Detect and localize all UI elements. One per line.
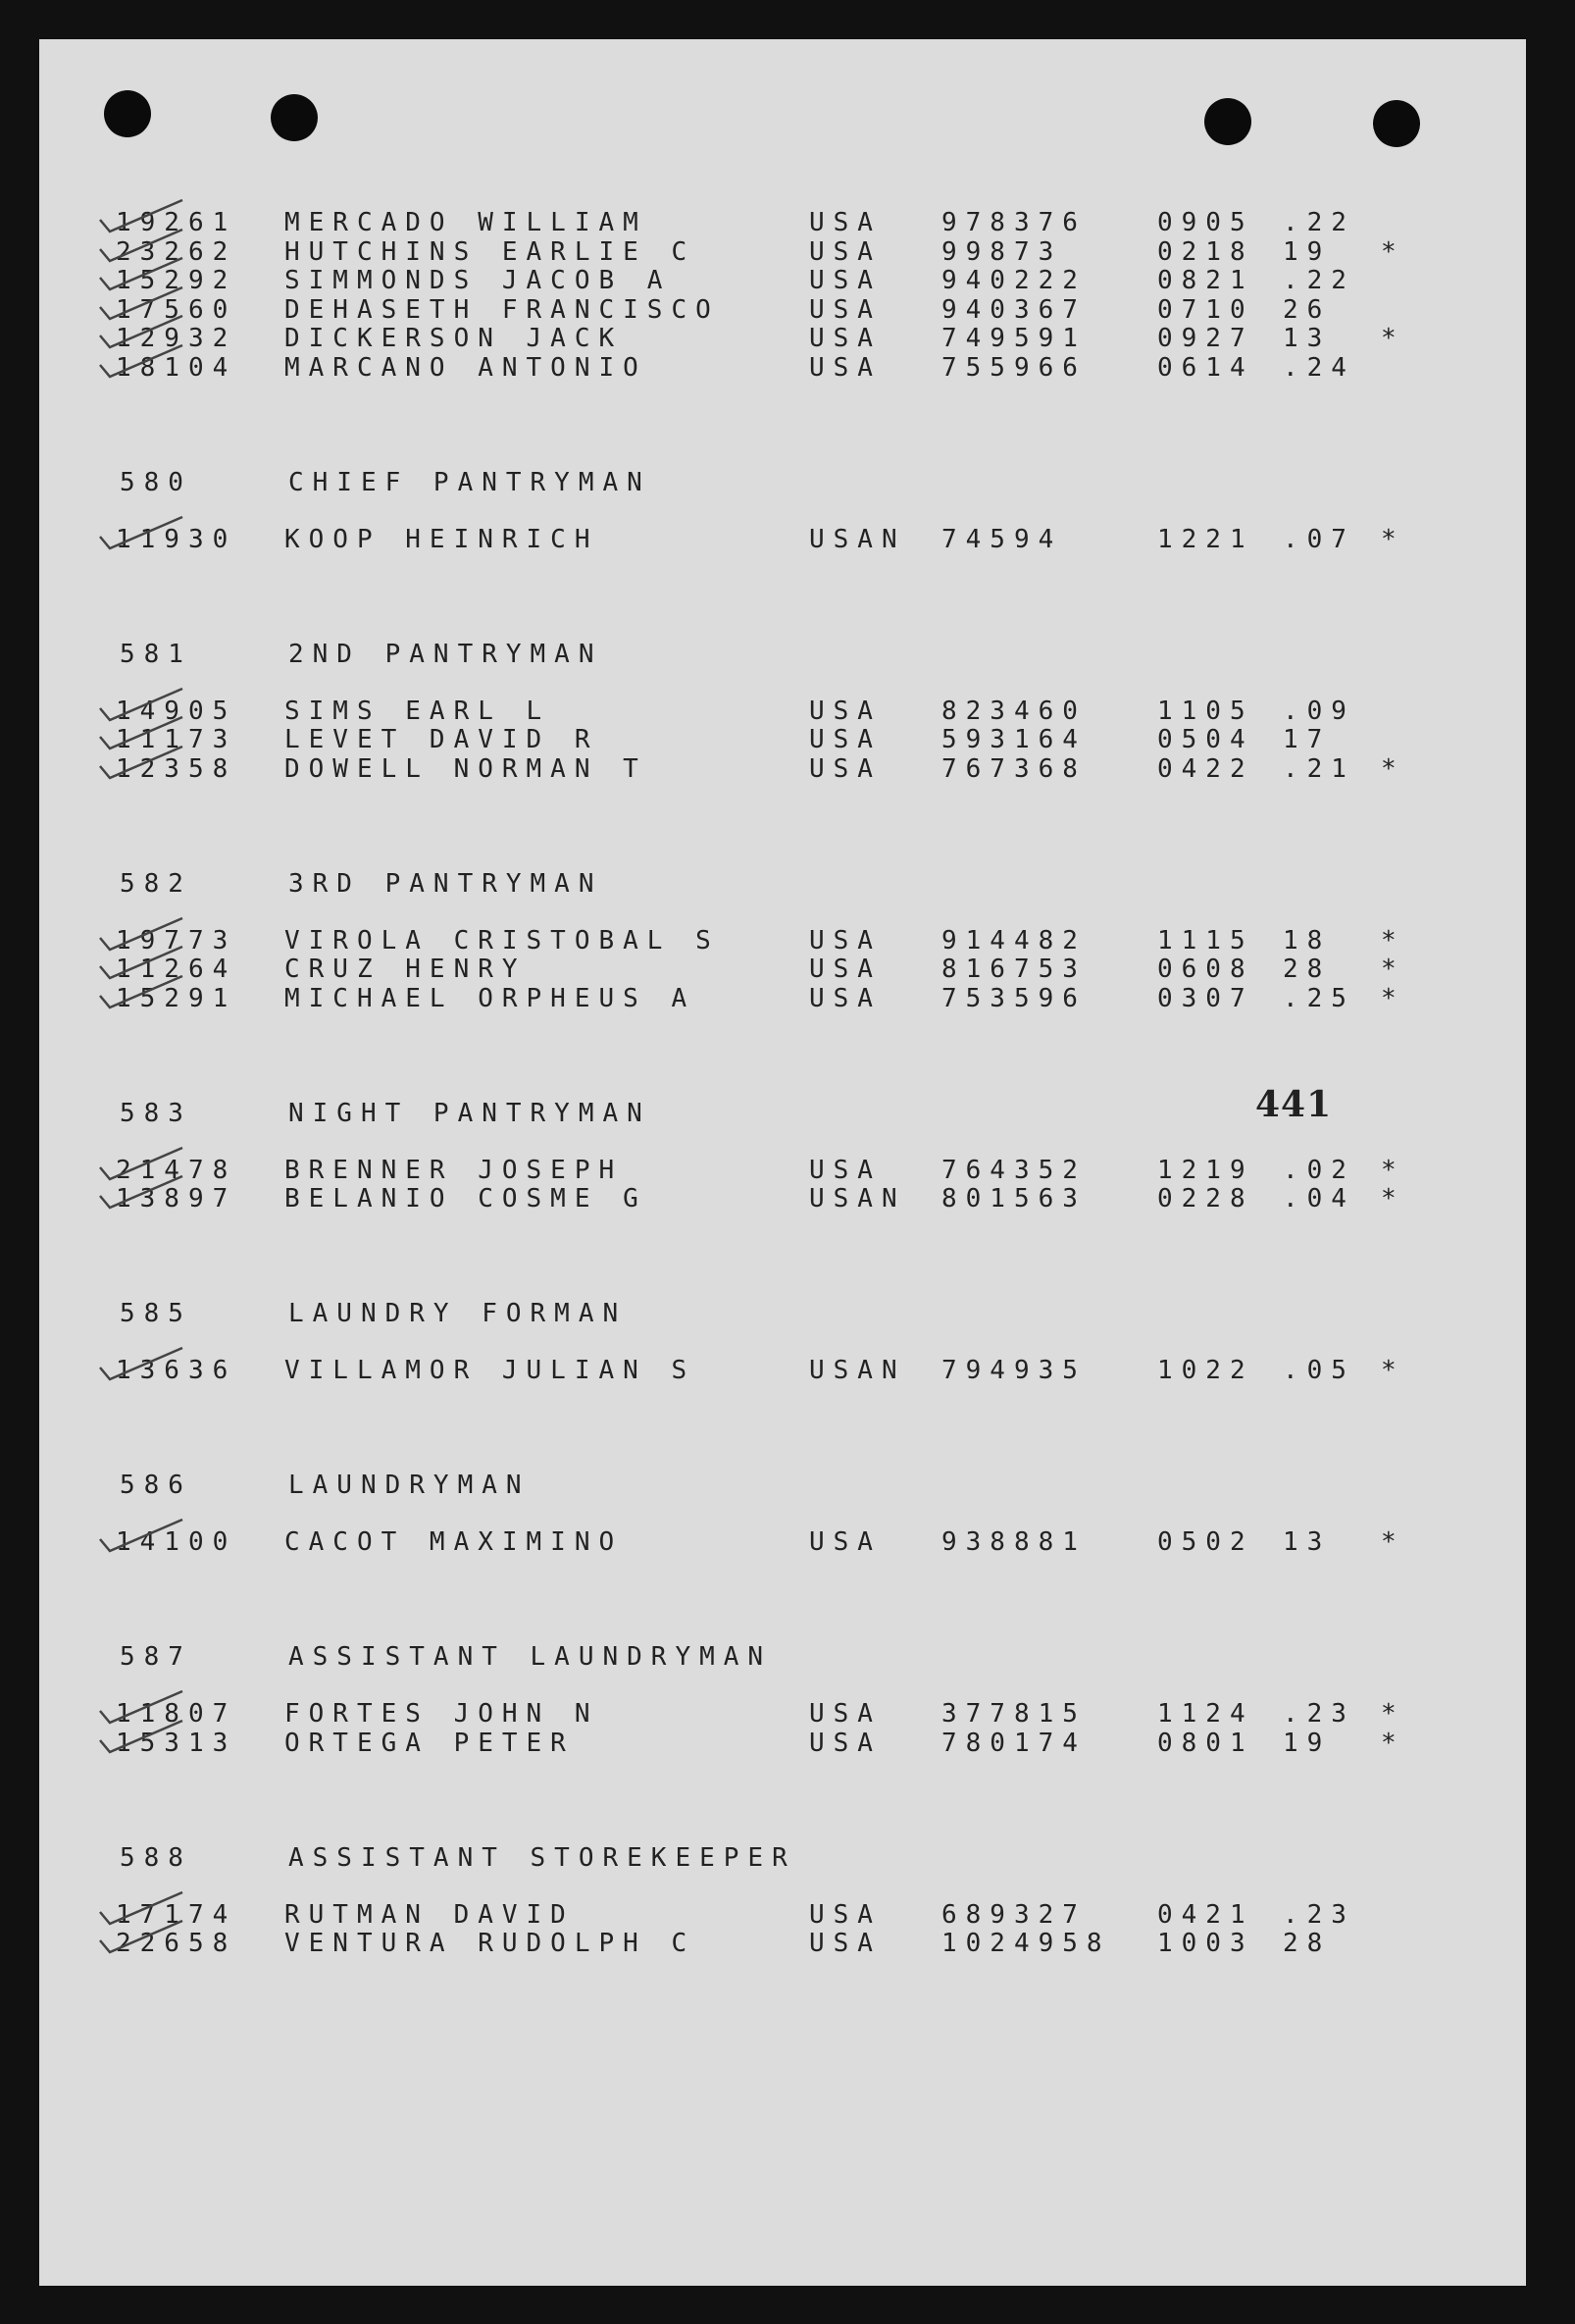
rate-value: .04: [1283, 1184, 1355, 1214]
roster-row: [39, 1699, 1526, 1729]
roster-row: [39, 955, 1526, 984]
checkmark-icon: [96, 343, 186, 383]
roster-row: [39, 237, 1526, 267]
crew-id: 19773: [116, 925, 237, 955]
roster-row: [39, 208, 1526, 237]
date-code: 0614: [1157, 352, 1254, 383]
citizenship: USAN: [809, 1356, 906, 1385]
section-title: ASSISTANT LAUNDRYMAN: [288, 1642, 773, 1672]
date-code: 1022: [1157, 1356, 1254, 1385]
certificate-number: 823460: [941, 696, 1087, 726]
citizenship: USAN: [809, 1184, 906, 1214]
crew-id: 14905: [116, 696, 237, 726]
date-code: 0821: [1157, 266, 1254, 295]
certificate-number: 940367: [941, 294, 1087, 325]
roster-row: [39, 1929, 1526, 1958]
certificate-number: 816753: [941, 955, 1087, 984]
roster-row: [39, 1156, 1526, 1185]
citizenship: USA: [809, 1155, 882, 1185]
certificate-number: 764352: [941, 1155, 1087, 1185]
crew-name: DOWELL NORMAN T: [284, 753, 647, 784]
section-title: ASSISTANT STOREKEEPER: [288, 1842, 796, 1873]
citizenship: USA: [809, 1699, 882, 1729]
punch-hole: [104, 90, 151, 137]
punch-hole: [1373, 100, 1420, 147]
citizenship: USA: [809, 925, 882, 955]
crew-id: 14100: [116, 1527, 237, 1557]
citizenship: USA: [809, 753, 882, 784]
section-title: 3RD PANTRYMAN: [288, 868, 603, 899]
date-code: 1221: [1157, 524, 1254, 554]
roster-row: [39, 725, 1526, 754]
crew-id: 18104: [116, 352, 237, 383]
checkmark-icon: [96, 1518, 186, 1557]
section-code: 580: [120, 467, 192, 497]
certificate-number: 689327: [941, 1899, 1087, 1930]
roster-row: [39, 324, 1526, 353]
section-header: [39, 1099, 1526, 1128]
roster-row: [39, 754, 1526, 784]
section-title: CHIEF PANTRYMAN: [288, 467, 651, 497]
certificate-number: 1024958: [941, 1929, 1111, 1958]
checkmark-icon: [96, 974, 186, 1013]
crew-id: 15292: [116, 266, 237, 295]
roster-row: [39, 926, 1526, 955]
date-code: 0307: [1157, 983, 1254, 1013]
asterisk-mark: *: [1381, 925, 1405, 955]
rate-value: 13: [1283, 324, 1332, 353]
rate-value: .02: [1283, 1155, 1355, 1185]
date-code: 0218: [1157, 236, 1254, 267]
crew-name: CRUZ HENRY: [284, 955, 527, 984]
rate-value: 19: [1283, 236, 1332, 267]
asterisk-mark: *: [1381, 1155, 1405, 1185]
certificate-number: 749591: [941, 324, 1087, 353]
crew-id: 17560: [116, 294, 237, 325]
certificate-number: 74594: [941, 524, 1063, 554]
date-code: 0421: [1157, 1899, 1254, 1930]
section-header: [39, 640, 1526, 669]
date-code: 0422: [1157, 753, 1254, 784]
crew-id: 13897: [116, 1184, 237, 1214]
crew-id: 12932: [116, 324, 237, 353]
crew-id: 23262: [116, 236, 237, 267]
crew-name: VENTURA RUDOLPH C: [284, 1929, 696, 1958]
section-header: [39, 1299, 1526, 1328]
citizenship: USA: [809, 1929, 882, 1958]
rate-value: 17: [1283, 725, 1332, 754]
asterisk-mark: *: [1381, 753, 1405, 784]
rate-value: 19: [1283, 1728, 1332, 1758]
crew-name: ORTEGA PETER: [284, 1728, 575, 1758]
section-code: 586: [120, 1471, 192, 1500]
checkmark-icon: [96, 1919, 186, 1958]
crew-id: 12358: [116, 753, 237, 784]
crew-name: SIMMONDS JACOB A: [284, 266, 672, 295]
section-title: NIGHT PANTRYMAN: [288, 1098, 651, 1128]
section-header: [39, 1843, 1526, 1873]
asterisk-mark: *: [1381, 955, 1405, 984]
date-code: 0504: [1157, 725, 1254, 754]
roster-row: [39, 1729, 1526, 1758]
section-code: 583: [120, 1098, 192, 1128]
crew-id: 17174: [116, 1899, 237, 1930]
crew-id: 22658: [116, 1929, 237, 1958]
page-number: 441: [1255, 1084, 1333, 1125]
crew-name: LEVET DAVID R: [284, 725, 599, 754]
crew-name: VIROLA CRISTOBAL S: [284, 925, 720, 955]
checkmark-icon: [96, 745, 186, 784]
citizenship: USA: [809, 1899, 882, 1930]
section-code: 587: [120, 1642, 192, 1672]
roster-row: [39, 266, 1526, 295]
asterisk-mark: *: [1381, 524, 1405, 554]
rate-value: .22: [1283, 208, 1355, 237]
checkmark-icon: [96, 1174, 186, 1214]
date-code: 0608: [1157, 955, 1254, 984]
date-code: 0502: [1157, 1527, 1254, 1557]
checkmark-icon: [96, 515, 186, 554]
asterisk-mark: *: [1381, 1527, 1405, 1557]
citizenship: USA: [809, 1527, 882, 1557]
certificate-number: 914482: [941, 925, 1087, 955]
certificate-number: 593164: [941, 725, 1087, 754]
certificate-number: 767368: [941, 753, 1087, 784]
roster-row: [39, 353, 1526, 383]
rate-value: 13: [1283, 1527, 1332, 1557]
section-code: 581: [120, 639, 192, 669]
date-code: 1105: [1157, 696, 1254, 726]
rate-value: .23: [1283, 1699, 1355, 1729]
section-code: 585: [120, 1299, 192, 1328]
date-code: 1219: [1157, 1155, 1254, 1185]
checkmark-icon: [96, 1719, 186, 1758]
certificate-number: 780174: [941, 1728, 1087, 1758]
roster-row: [39, 1527, 1526, 1557]
roster-row: [39, 1900, 1526, 1930]
section-title: 2ND PANTRYMAN: [288, 639, 603, 669]
asterisk-mark: *: [1381, 1699, 1405, 1729]
section-header: [39, 869, 1526, 899]
date-code: 0801: [1157, 1728, 1254, 1758]
certificate-number: 801563: [941, 1184, 1087, 1214]
certificate-number: 377815: [941, 1699, 1087, 1729]
roster-row: [39, 697, 1526, 726]
citizenship: USA: [809, 236, 882, 267]
crew-id: 15313: [116, 1728, 237, 1758]
date-code: 0905: [1157, 208, 1254, 237]
rate-value: .23: [1283, 1899, 1355, 1930]
crew-name: MARCANO ANTONIO: [284, 352, 647, 383]
rate-value: .25: [1283, 983, 1355, 1013]
asterisk-mark: *: [1381, 324, 1405, 353]
date-code: 0228: [1157, 1184, 1254, 1214]
roster-row: [39, 1184, 1526, 1214]
punch-hole: [271, 94, 318, 141]
crew-id: 11173: [116, 725, 237, 754]
rate-value: .21: [1283, 753, 1355, 784]
date-code: 1115: [1157, 925, 1254, 955]
crew-name: DICKERSON JACK: [284, 324, 624, 353]
crew-name: BRENNER JOSEPH: [284, 1155, 624, 1185]
rate-value: 28: [1283, 955, 1332, 984]
section-code: 588: [120, 1842, 192, 1873]
rate-value: .05: [1283, 1356, 1355, 1385]
section-header: [39, 1471, 1526, 1500]
certificate-number: 753596: [941, 983, 1087, 1013]
date-code: 1124: [1157, 1699, 1254, 1729]
section-header: [39, 468, 1526, 497]
rate-value: .22: [1283, 266, 1355, 295]
citizenship: USA: [809, 294, 882, 325]
citizenship: USA: [809, 696, 882, 726]
rate-value: 18: [1283, 925, 1332, 955]
citizenship: USA: [809, 983, 882, 1013]
section-title: LAUNDRYMAN: [288, 1471, 531, 1500]
crew-id: 11264: [116, 955, 237, 984]
punch-hole: [1204, 98, 1251, 145]
section-code: 582: [120, 868, 192, 899]
crew-id: 11930: [116, 524, 237, 554]
certificate-number: 978376: [941, 208, 1087, 237]
certificate-number: 938881: [941, 1527, 1087, 1557]
roster-row: [39, 1356, 1526, 1385]
crew-name: SIMS EARL L: [284, 696, 551, 726]
certificate-number: 794935: [941, 1356, 1087, 1385]
date-code: 0927: [1157, 324, 1254, 353]
certificate-number: 940222: [941, 266, 1087, 295]
rate-value: .07: [1283, 524, 1355, 554]
certificate-number: 99873: [941, 236, 1063, 267]
rate-value: 28: [1283, 1929, 1332, 1958]
date-code: 0710: [1157, 294, 1254, 325]
citizenship: USA: [809, 1728, 882, 1758]
citizenship: USA: [809, 266, 882, 295]
crew-id: 19261: [116, 208, 237, 237]
roster-row: [39, 525, 1526, 554]
citizenship: USA: [809, 955, 882, 984]
crew-name: MICHAEL ORPHEUS A: [284, 983, 696, 1013]
rate-value: .24: [1283, 352, 1355, 383]
section-title: LAUNDRY FORMAN: [288, 1299, 628, 1328]
asterisk-mark: *: [1381, 1184, 1405, 1214]
crew-id: 11807: [116, 1699, 237, 1729]
crew-name: HUTCHINS EARLIE C: [284, 236, 696, 267]
roster-row: [39, 295, 1526, 325]
rate-value: 26: [1283, 294, 1332, 325]
rate-value: .09: [1283, 696, 1355, 726]
asterisk-mark: *: [1381, 983, 1405, 1013]
date-code: 1003: [1157, 1929, 1254, 1958]
crew-name: VILLAMOR JULIAN S: [284, 1356, 696, 1385]
crew-id: 15291: [116, 983, 237, 1013]
crew-name: BELANIO COSME G: [284, 1184, 647, 1214]
crew-name: MERCADO WILLIAM: [284, 208, 647, 237]
citizenship: USA: [809, 352, 882, 383]
asterisk-mark: *: [1381, 1356, 1405, 1385]
crew-id: 21478: [116, 1155, 237, 1185]
crew-id: 13636: [116, 1356, 237, 1385]
citizenship: USAN: [809, 524, 906, 554]
document-page: [39, 39, 1526, 2286]
citizenship: USA: [809, 324, 882, 353]
checkmark-icon: [96, 1346, 186, 1385]
crew-name: FORTES JOHN N: [284, 1699, 599, 1729]
citizenship: USA: [809, 725, 882, 754]
citizenship: USA: [809, 208, 882, 237]
certificate-number: 755966: [941, 352, 1087, 383]
asterisk-mark: *: [1381, 236, 1405, 267]
crew-name: CACOT MAXIMINO: [284, 1527, 624, 1557]
crew-name: KOOP HEINRICH: [284, 524, 599, 554]
roster-row: [39, 984, 1526, 1013]
section-header: [39, 1642, 1526, 1672]
crew-name: DEHASETH FRANCISCO: [284, 294, 720, 325]
crew-name: RUTMAN DAVID: [284, 1899, 575, 1930]
asterisk-mark: *: [1381, 1728, 1405, 1758]
